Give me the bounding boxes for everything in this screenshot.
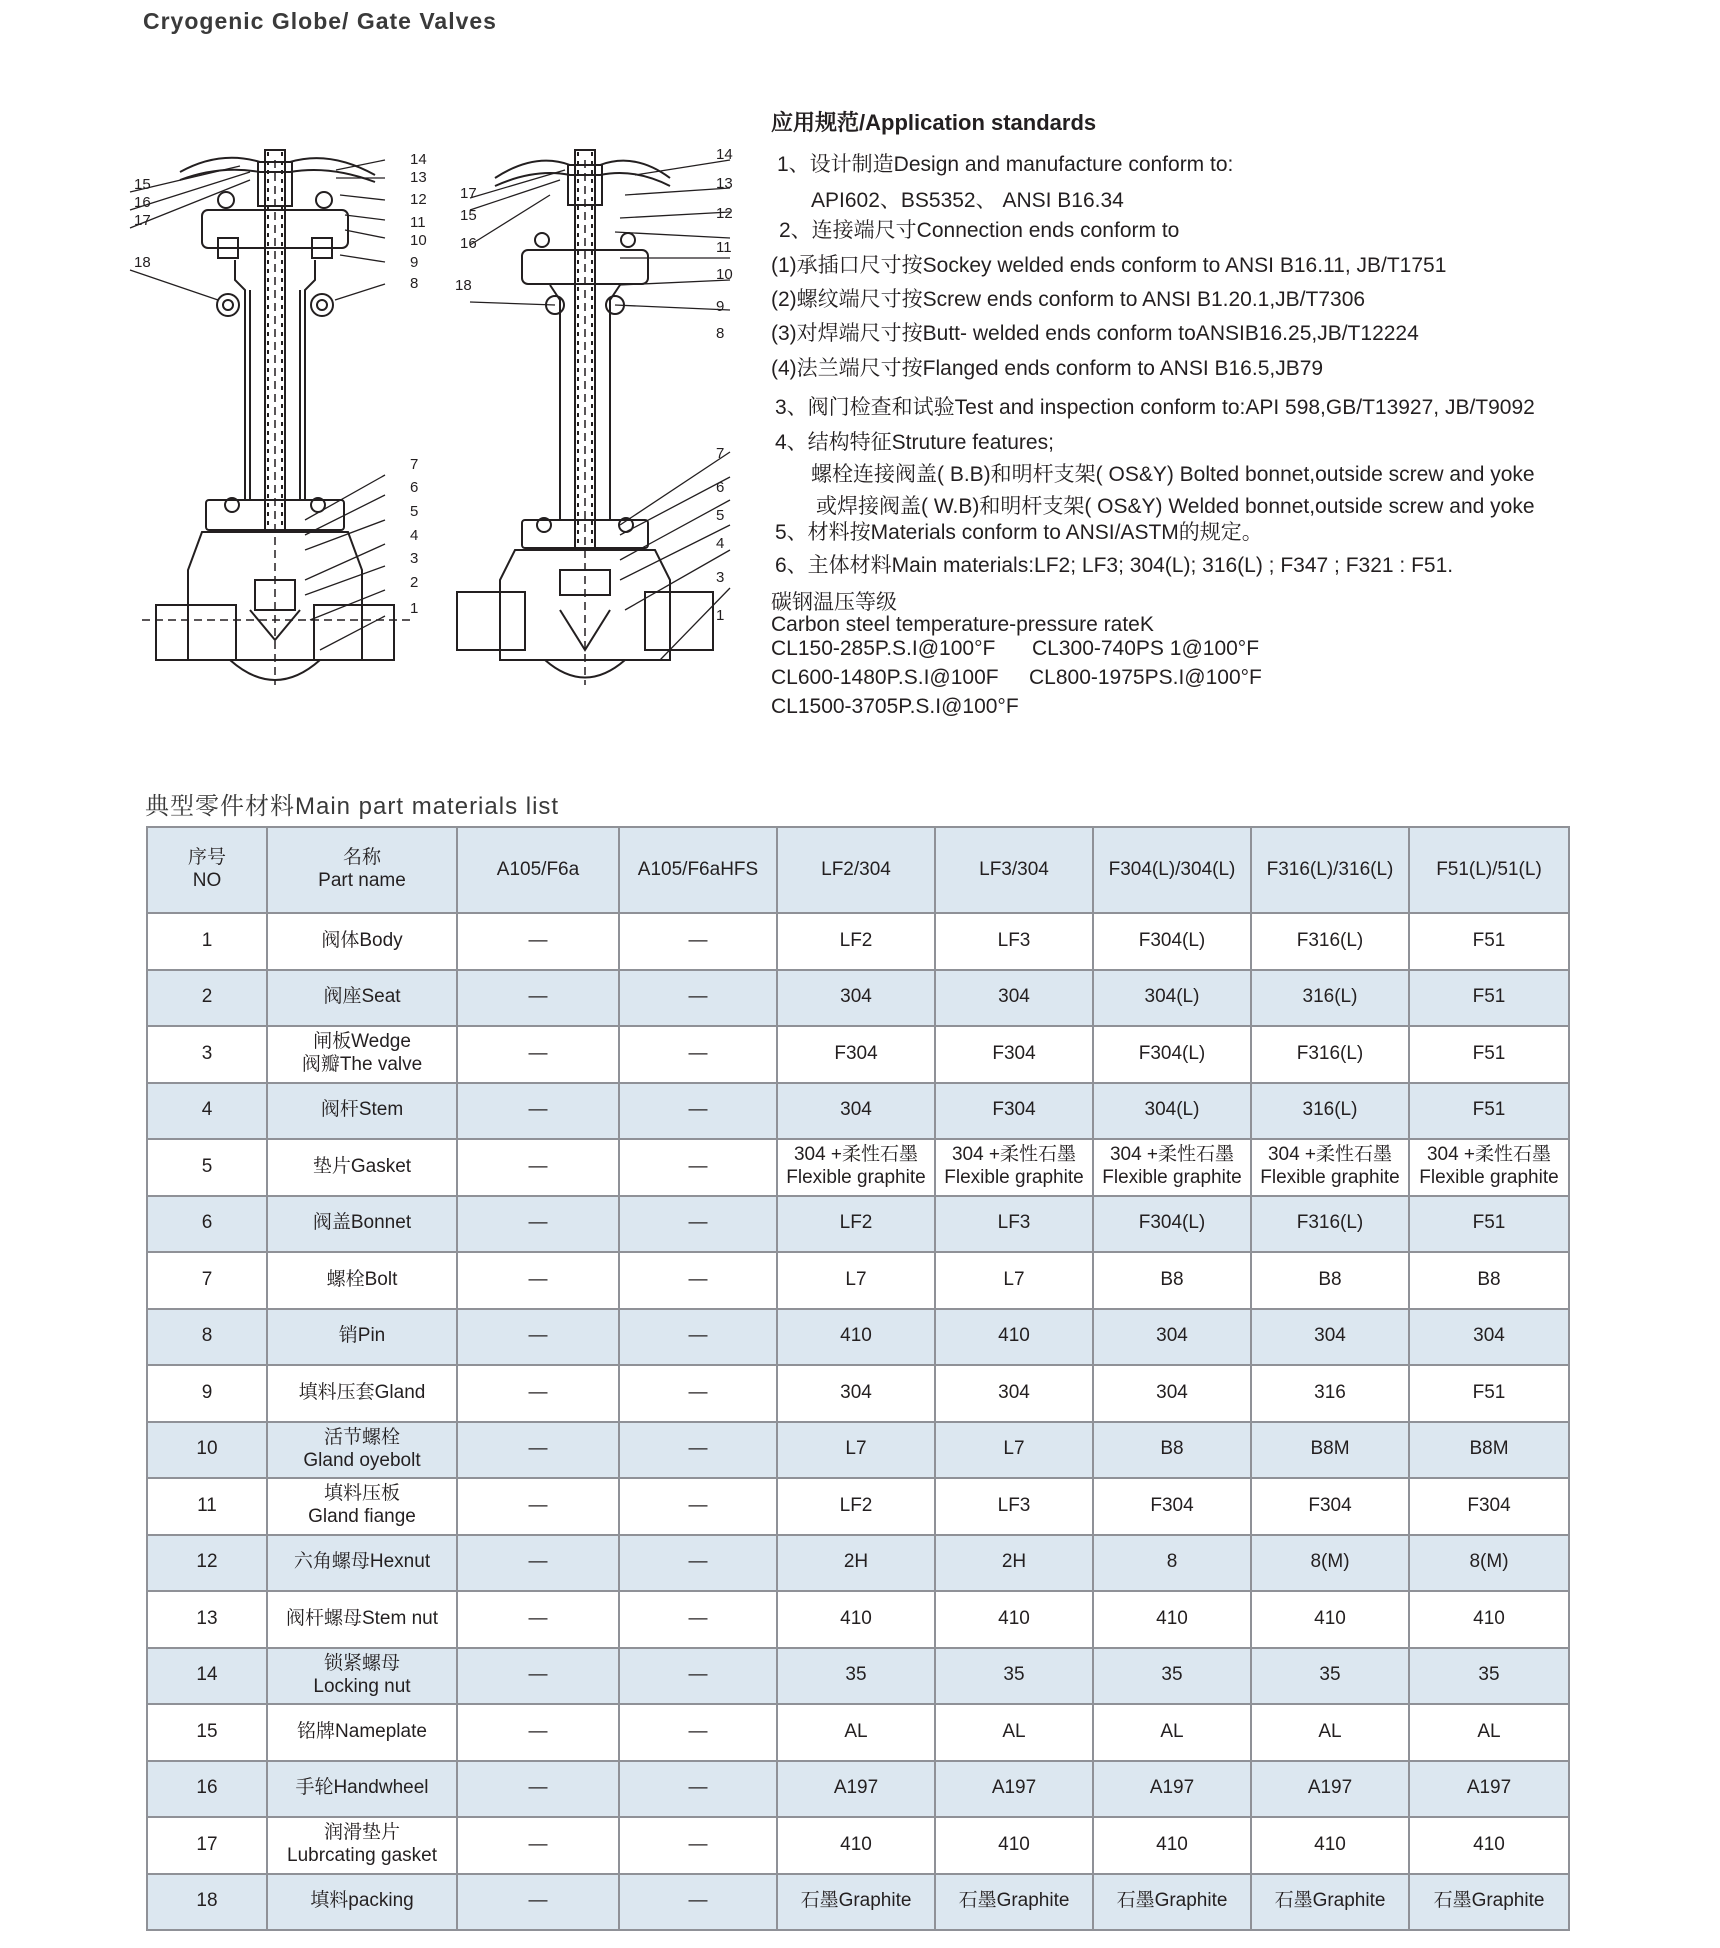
standards-line: (4)法兰端尺寸按Flanged ends conform to ANSI B16.5,JB79 (771, 357, 1324, 380)
svg-text:10: 10 (410, 232, 427, 249)
cell-lf3-304: AL (935, 1704, 1093, 1761)
cell-a105-f6a: — (457, 1309, 619, 1366)
cell-f51l: F51 (1409, 1365, 1569, 1422)
cell-no: 14 (147, 1648, 267, 1705)
svg-text:14: 14 (410, 151, 427, 168)
table-row (147, 1083, 1569, 1140)
svg-text:5: 5 (716, 507, 725, 524)
table-row (147, 1365, 1569, 1422)
header-f316l: F316(L)/316(L) (1251, 827, 1409, 913)
cell-lf3-304: L7 (935, 1252, 1093, 1309)
cell-part-name: 填料压套Gland (267, 1365, 457, 1422)
cell-a105-f6ahfs: — (619, 1026, 777, 1083)
cell-part-name: 六角螺母Hexnut (267, 1535, 457, 1592)
svg-text:8: 8 (410, 275, 419, 292)
cell-no: 6 (147, 1196, 267, 1253)
svg-text:11: 11 (410, 214, 426, 231)
cell-f51l: 304 +柔性石墨 Flexible graphite (1409, 1139, 1569, 1196)
cell-f304l: 410 (1093, 1817, 1251, 1874)
cell-no: 7 (147, 1252, 267, 1309)
cell-f304l: F304(L) (1093, 1196, 1251, 1253)
cell-f304l: 8 (1093, 1535, 1251, 1592)
header-a105-f6a: A105/F6a (457, 827, 619, 913)
svg-text:12: 12 (716, 205, 733, 222)
cell-f316l: B8M (1251, 1422, 1409, 1479)
svg-text:4: 4 (716, 535, 725, 552)
table-row (147, 1535, 1569, 1592)
table-header-row (147, 827, 1569, 913)
svg-text:18: 18 (134, 254, 151, 271)
cell-no: 12 (147, 1535, 267, 1592)
cell-lf3-304: 304 (935, 970, 1093, 1027)
materials-table-body (147, 913, 1569, 1930)
header-lf3-304: LF3/304 (935, 827, 1093, 913)
cell-f316l: 304 (1251, 1309, 1409, 1366)
standards-line: 5、材料按Materials conform to ANSI/ASTM的规定。 (775, 521, 1263, 544)
svg-text:18: 18 (455, 277, 472, 294)
cell-f304l: 35 (1093, 1648, 1251, 1705)
svg-text:13: 13 (716, 175, 733, 192)
cell-a105-f6ahfs: — (619, 1309, 777, 1366)
cell-f51l: F304 (1409, 1478, 1569, 1535)
table-row (147, 1478, 1569, 1535)
cell-f51l: 8(M) (1409, 1535, 1569, 1592)
cell-a105-f6ahfs: — (619, 1704, 777, 1761)
cell-lf3-304: 304 (935, 1365, 1093, 1422)
cell-f316l: 316(L) (1251, 970, 1409, 1027)
svg-text:1: 1 (716, 607, 725, 624)
svg-text:2: 2 (410, 574, 419, 591)
cell-f51l: AL (1409, 1704, 1569, 1761)
cell-f316l: 316 (1251, 1365, 1409, 1422)
cell-a105-f6a: — (457, 1478, 619, 1535)
svg-text:7: 7 (716, 445, 725, 462)
standards-line: (2)螺纹端尺寸按Screw ends conform to ANSI B1.20.1,JB/T7306 (771, 288, 1366, 311)
cell-a105-f6ahfs: — (619, 1591, 777, 1648)
cell-a105-f6a: — (457, 1083, 619, 1140)
cell-lf2-304: 2H (777, 1535, 935, 1592)
standards-line: CL300-740PS 1@100°F (1032, 637, 1260, 660)
header-f304l: F304(L)/304(L) (1093, 827, 1251, 913)
table-row (147, 970, 1569, 1027)
header-part-name: 名称 Part name (267, 827, 457, 913)
cell-lf3-304: 304 +柔性石墨 Flexible graphite (935, 1139, 1093, 1196)
cell-f316l: F316(L) (1251, 913, 1409, 970)
cell-part-name: 阀杆螺母Stem nut (267, 1591, 457, 1648)
cell-f316l: A197 (1251, 1761, 1409, 1818)
cell-part-name: 填料压板 Gland fiange (267, 1478, 457, 1535)
standards-line: CL800-1975PS.I@100°F (1029, 666, 1262, 689)
cell-lf2-304: 304 (777, 970, 935, 1027)
cell-no: 2 (147, 970, 267, 1027)
cell-f51l: F51 (1409, 1196, 1569, 1253)
cell-f316l: F316(L) (1251, 1026, 1409, 1083)
svg-text:1: 1 (410, 600, 419, 617)
cell-f316l: B8 (1251, 1252, 1409, 1309)
standards-line: 2、连接端尺寸Connection ends conform to (779, 219, 1180, 242)
cell-a105-f6ahfs: — (619, 1648, 777, 1705)
cell-part-name: 填料packing (267, 1874, 457, 1931)
standards-line: Carbon steel temperature-pressure rateK (771, 613, 1154, 636)
cell-f316l: 410 (1251, 1591, 1409, 1648)
cell-no: 11 (147, 1478, 267, 1535)
header-lf2-304: LF2/304 (777, 827, 935, 913)
cell-f304l: F304(L) (1093, 1026, 1251, 1083)
cell-lf3-304: L7 (935, 1422, 1093, 1479)
cell-f51l: F51 (1409, 1026, 1569, 1083)
cell-a105-f6a: — (457, 1365, 619, 1422)
cell-part-name: 阀座Seat (267, 970, 457, 1027)
cell-a105-f6a: — (457, 1874, 619, 1931)
cell-part-name: 销Pin (267, 1309, 457, 1366)
cell-f316l: 石墨Graphite (1251, 1874, 1409, 1931)
cell-part-name: 螺栓Bolt (267, 1252, 457, 1309)
cell-lf3-304: F304 (935, 1026, 1093, 1083)
svg-text:4: 4 (410, 527, 419, 544)
svg-text:11: 11 (716, 239, 732, 256)
cell-lf2-304: L7 (777, 1252, 935, 1309)
cell-lf2-304: 304 +柔性石墨 Flexible graphite (777, 1139, 935, 1196)
cell-lf2-304: AL (777, 1704, 935, 1761)
cell-a105-f6a: — (457, 1648, 619, 1705)
cell-f316l: 8(M) (1251, 1535, 1409, 1592)
cell-lf2-304: 35 (777, 1648, 935, 1705)
table-row (147, 1026, 1569, 1083)
cell-f51l: 410 (1409, 1591, 1569, 1648)
table-row (147, 1139, 1569, 1196)
svg-text:3: 3 (410, 550, 419, 567)
cell-part-name: 活节螺栓 Gland oyebolt (267, 1422, 457, 1479)
cell-lf3-304: LF3 (935, 1478, 1093, 1535)
svg-text:8: 8 (716, 325, 725, 342)
cell-f304l: F304 (1093, 1478, 1251, 1535)
table-row (147, 1704, 1569, 1761)
cell-lf3-304: 410 (935, 1817, 1093, 1874)
cell-no: 18 (147, 1874, 267, 1931)
cell-lf3-304: 410 (935, 1309, 1093, 1366)
valve-cross-section-drawing (134, 140, 745, 700)
materials-table-title: 典型零件材料Main part materials list (145, 793, 560, 820)
table-row (147, 1761, 1569, 1818)
cell-lf2-304: L7 (777, 1422, 935, 1479)
standards-line: CL600-1480P.S.I@100F (771, 666, 999, 689)
cell-part-name: 阀盖Bonnet (267, 1196, 457, 1253)
cell-lf2-304: F304 (777, 1026, 935, 1083)
cell-no: 8 (147, 1309, 267, 1366)
svg-text:15: 15 (134, 176, 151, 193)
cell-a105-f6ahfs: — (619, 1252, 777, 1309)
header-f51l: F51(L)/51(L) (1409, 827, 1569, 913)
cell-lf3-304: F304 (935, 1083, 1093, 1140)
cell-part-name: 阀体Body (267, 913, 457, 970)
cell-a105-f6ahfs: — (619, 1535, 777, 1592)
cell-no: 9 (147, 1365, 267, 1422)
cell-f51l: 石墨Graphite (1409, 1874, 1569, 1931)
cell-f316l: F316(L) (1251, 1196, 1409, 1253)
standards-line: 螺栓连接阀盖( B.B)和明杆支架( OS&Y) Bolted bonnet,outside screw and yoke (811, 463, 1535, 486)
table-row (147, 1309, 1569, 1366)
svg-text:6: 6 (716, 479, 725, 496)
cell-lf2-304: 石墨Graphite (777, 1874, 935, 1931)
cell-lf3-304: LF3 (935, 913, 1093, 970)
svg-text:16: 16 (460, 235, 477, 252)
cell-a105-f6a: — (457, 970, 619, 1027)
cell-f316l: 410 (1251, 1817, 1409, 1874)
cell-f51l: 304 (1409, 1309, 1569, 1366)
cell-a105-f6a: — (457, 1817, 619, 1874)
cell-f51l: B8 (1409, 1252, 1569, 1309)
cell-a105-f6ahfs: — (619, 1083, 777, 1140)
cell-f304l: 304 (1093, 1309, 1251, 1366)
cell-a105-f6a: — (457, 1139, 619, 1196)
cell-f51l: 410 (1409, 1817, 1569, 1874)
cell-lf2-304: 304 (777, 1083, 935, 1140)
cell-part-name: 手轮Handwheel (267, 1761, 457, 1818)
table-row (147, 1591, 1569, 1648)
svg-text:17: 17 (134, 212, 151, 229)
standards-line: CL1500-3705P.S.I@100°F (771, 695, 1019, 718)
cell-a105-f6a: — (457, 1535, 619, 1592)
cell-lf2-304: A197 (777, 1761, 935, 1818)
cell-f304l: F304(L) (1093, 913, 1251, 970)
cell-f51l: F51 (1409, 1083, 1569, 1140)
cell-lf2-304: LF2 (777, 1196, 935, 1253)
svg-text:6: 6 (410, 479, 419, 496)
svg-text:13: 13 (410, 169, 427, 186)
cell-f304l: 410 (1093, 1591, 1251, 1648)
cell-no: 4 (147, 1083, 267, 1140)
table-row (147, 1817, 1569, 1874)
cell-f304l: AL (1093, 1704, 1251, 1761)
cell-a105-f6a: — (457, 1761, 619, 1818)
svg-text:9: 9 (410, 254, 419, 271)
cell-f304l: 石墨Graphite (1093, 1874, 1251, 1931)
cell-f304l: A197 (1093, 1761, 1251, 1818)
header-a105-f6ahfs: A105/F6aHFS (619, 827, 777, 913)
table-row (147, 913, 1569, 970)
cell-a105-f6ahfs: — (619, 1761, 777, 1818)
cell-part-name: 闸板Wedge 阀瓣The valve (267, 1026, 457, 1083)
cell-a105-f6a: — (457, 1196, 619, 1253)
cell-f316l: F304 (1251, 1478, 1409, 1535)
cell-a105-f6ahfs: — (619, 1422, 777, 1479)
cell-f304l: 304 +柔性石墨 Flexible graphite (1093, 1139, 1251, 1196)
cell-a105-f6a: — (457, 1591, 619, 1648)
cell-a105-f6ahfs: — (619, 1365, 777, 1422)
cell-lf2-304: 304 (777, 1365, 935, 1422)
cell-f316l: 35 (1251, 1648, 1409, 1705)
table-row (147, 1874, 1569, 1931)
standards-line: 或焊接阀盖( W.B)和明杆支架( OS&Y) Welded bonnet,outside screw and yoke (816, 495, 1535, 518)
cell-no: 17 (147, 1817, 267, 1874)
right-valve-drawing (457, 150, 730, 685)
cell-lf3-304: 410 (935, 1591, 1093, 1648)
standards-line: 6、主体材料Main materials:LF2; LF3; 304(L); 316(L) ; F347 ; F321 : F51. (775, 554, 1454, 577)
cell-f51l: 35 (1409, 1648, 1569, 1705)
cell-lf2-304: 410 (777, 1591, 935, 1648)
cell-lf2-304: 410 (777, 1817, 935, 1874)
standards-line: 3、阀门检查和试验Test and inspection conform to:API 598,GB/T13927, JB/T9092 (775, 396, 1535, 419)
cell-a105-f6a: — (457, 1704, 619, 1761)
svg-text:9: 9 (716, 298, 725, 315)
cell-part-name: 阀杆Stem (267, 1083, 457, 1140)
cell-no: 3 (147, 1026, 267, 1083)
standards-line: 4、结构特征Struture features; (775, 431, 1054, 454)
header-no: 序号 NO (147, 827, 267, 913)
standards-line: API602、BS5352、 ANSI B16.34 (811, 189, 1124, 212)
standards-heading: 应用规范/Application standards (771, 110, 1097, 135)
cell-lf2-304: LF2 (777, 913, 935, 970)
materials-table (146, 826, 1570, 1931)
svg-text:3: 3 (716, 569, 725, 586)
svg-text:5: 5 (410, 503, 419, 520)
cell-a105-f6a: — (457, 913, 619, 970)
standards-line: 碳钢温压等级 (771, 591, 897, 614)
cell-f51l: B8M (1409, 1422, 1569, 1479)
cell-lf3-304: A197 (935, 1761, 1093, 1818)
cell-f51l: F51 (1409, 913, 1569, 970)
svg-text:7: 7 (410, 456, 419, 473)
standards-line: 1、设计制造Design and manufacture conform to: (777, 153, 1234, 176)
cell-no: 15 (147, 1704, 267, 1761)
cell-f316l: 316(L) (1251, 1083, 1409, 1140)
cell-no: 10 (147, 1422, 267, 1479)
cell-f304l: 304 (1093, 1365, 1251, 1422)
cell-no: 1 (147, 913, 267, 970)
cell-f304l: 304(L) (1093, 1083, 1251, 1140)
cell-lf3-304: 石墨Graphite (935, 1874, 1093, 1931)
cell-part-name: 垫片Gasket (267, 1139, 457, 1196)
cell-part-name: 锁紧螺母 Locking nut (267, 1648, 457, 1705)
standards-line: (3)对焊端尺寸按Butt- welded ends conform toANSIB16.25,JB/T12224 (771, 322, 1419, 345)
cell-a105-f6ahfs: — (619, 913, 777, 970)
cell-lf3-304: 2H (935, 1535, 1093, 1592)
table-row (147, 1422, 1569, 1479)
cell-f316l: 304 +柔性石墨 Flexible graphite (1251, 1139, 1409, 1196)
svg-text:12: 12 (410, 191, 427, 208)
cell-no: 5 (147, 1139, 267, 1196)
standards-line: CL150-285P.S.I@100°F (771, 637, 996, 660)
table-row (147, 1648, 1569, 1705)
table-row (147, 1196, 1569, 1253)
cell-no: 16 (147, 1761, 267, 1818)
cell-part-name: 铭牌Nameplate (267, 1704, 457, 1761)
page-title: Cryogenic Globe/ Gate Valves (143, 8, 497, 34)
cell-a105-f6a: — (457, 1252, 619, 1309)
cell-a105-f6ahfs: — (619, 970, 777, 1027)
cell-a105-f6ahfs: — (619, 1817, 777, 1874)
svg-text:14: 14 (716, 146, 733, 163)
cell-f304l: B8 (1093, 1252, 1251, 1309)
cell-lf2-304: LF2 (777, 1478, 935, 1535)
cell-f304l: 304(L) (1093, 970, 1251, 1027)
cell-f316l: AL (1251, 1704, 1409, 1761)
cell-lf2-304: 410 (777, 1309, 935, 1366)
cell-a105-f6a: — (457, 1422, 619, 1479)
cell-a105-f6ahfs: — (619, 1478, 777, 1535)
table-row (147, 1252, 1569, 1309)
cell-a105-f6ahfs: — (619, 1139, 777, 1196)
svg-text:15: 15 (460, 207, 477, 224)
cell-a105-f6ahfs: — (619, 1874, 777, 1931)
cell-no: 13 (147, 1591, 267, 1648)
cell-part-name: 润滑垫片 Lubrcating gasket (267, 1817, 457, 1874)
svg-text:16: 16 (134, 194, 151, 211)
cell-a105-f6ahfs: — (619, 1196, 777, 1253)
cell-a105-f6a: — (457, 1026, 619, 1083)
cell-lf3-304: 35 (935, 1648, 1093, 1705)
svg-text:17: 17 (460, 185, 477, 202)
svg-text:10: 10 (716, 266, 733, 283)
cell-f304l: B8 (1093, 1422, 1251, 1479)
cell-f51l: A197 (1409, 1761, 1569, 1818)
standards-line: (1)承插口尺寸按Sockey welded ends conform to ANSI B16.11, JB/T1751 (771, 254, 1447, 277)
cell-f51l: F51 (1409, 970, 1569, 1027)
cell-lf3-304: LF3 (935, 1196, 1093, 1253)
left-valve-drawing (130, 150, 410, 685)
